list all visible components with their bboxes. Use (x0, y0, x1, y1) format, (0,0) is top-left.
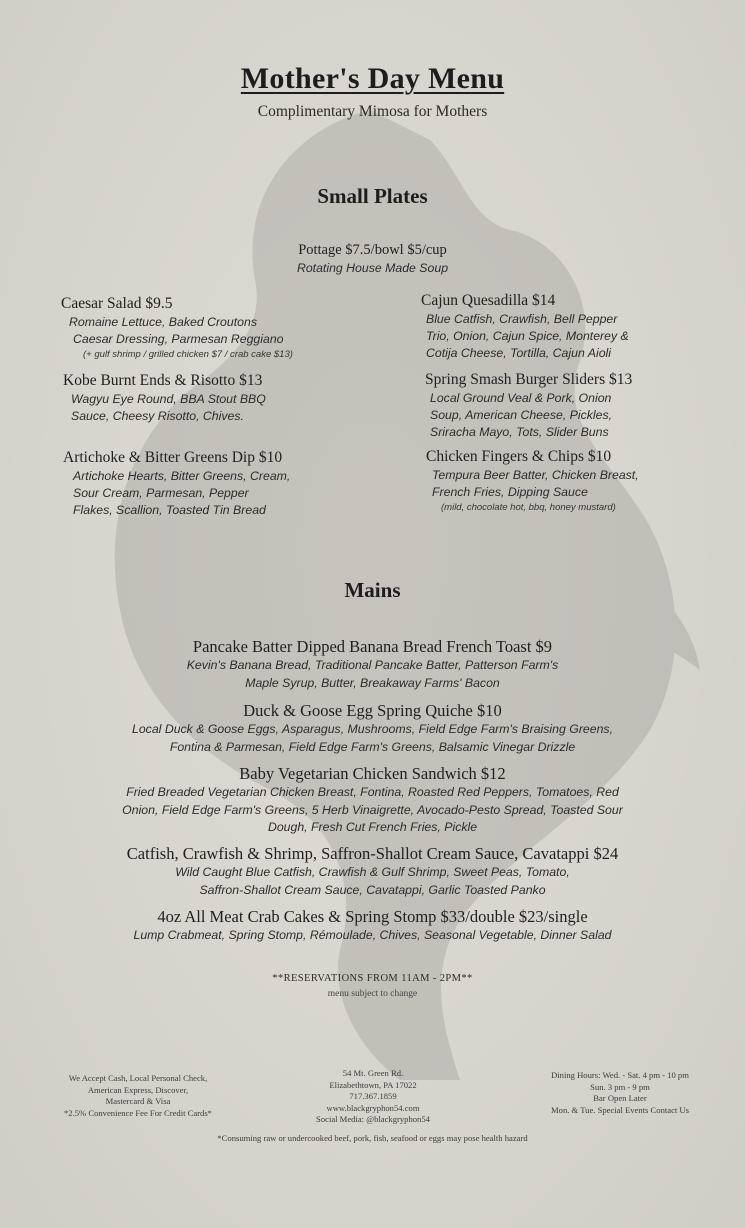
small-plate-item (421, 291, 721, 362)
footer-line: Bar Open Later (593, 1093, 647, 1103)
item-name: Cajun Quesadilla $14 (421, 292, 556, 309)
potage-item (0, 241, 745, 277)
item-note: (mild, chocolate hot, bbq, honey mustard) (441, 502, 616, 513)
small-plate-item (63, 371, 393, 425)
item-name: Pancake Batter Dipped Banana Bread French Toast $9 (192, 637, 553, 656)
hours-info (510, 1070, 730, 1116)
main-item (60, 906, 685, 945)
item-desc-line: Lump Crabmeat, Spring Stomp, Rémoulade, Chives, Seasonal Vegetable, Dinner Salad (133, 928, 612, 942)
footer-line: Mastercard & Visa (105, 1096, 171, 1106)
reservations-note: **RESERVATIONS FROM 11AM - 2PM** (272, 973, 473, 984)
menu-change-note: menu subject to change (327, 989, 418, 999)
footer-line: We Accept Cash, Local Personal Check, (68, 1073, 208, 1083)
item-desc-line: Romaine Lettuce, Baked Croutons (69, 315, 257, 329)
footer-line: Mon. & Tue. Special Events Contact Us (551, 1104, 689, 1115)
item-desc-line: Sauce, Cheesy Risotto, Chives. (71, 409, 244, 423)
item-name: Duck & Goose Egg Spring Quiche $10 (243, 701, 502, 720)
item-name: Baby Vegetarian Chicken Sandwich $12 (239, 764, 506, 783)
main-item (60, 636, 685, 692)
main-item (60, 700, 685, 756)
main-item (60, 763, 685, 837)
item-desc-line: Flakes, Scallion, Toasted Tin Bread (73, 503, 266, 517)
menu-title: Mother's Day Menu (240, 62, 505, 95)
main-item (60, 843, 685, 899)
consumption-warning: *Consuming raw or undercooked beef, pork, fish, seafood or eggs may pose health hazard (217, 1133, 528, 1143)
item-desc-line: Artichoke Hearts, Bitter Greens, Cream, (73, 469, 291, 483)
item-desc-line: Kevin's Banana Bread, Traditional Pancake Batter, Patterson Farm's (186, 658, 559, 672)
item-desc-line: Tempura Beer Batter, Chicken Breast, (432, 468, 639, 482)
item-desc-line: Local Duck & Goose Eggs, Asparagus, Mushrooms, Field Edge Farm's Braising Greens, (132, 722, 613, 736)
item-desc-line: Soup, American Cheese, Pickles, (430, 408, 613, 422)
small-plate-item (425, 370, 725, 441)
social-media-handle[interactable]: Social Media: @blackgryphon54 (316, 1114, 430, 1124)
menu-subtitle: Complimentary Mimosa for Mothers (257, 103, 488, 120)
item-desc-line: Caesar Dressing, Parmesan Reggiano (73, 332, 284, 346)
item-name: 4oz All Meat Crab Cakes & Spring Stomp $33/double $23/single (157, 907, 588, 926)
item-desc-line: Blue Catfish, Crawfish, Bell Pepper (426, 312, 618, 326)
footer-line: Elizabethtown, PA 17022 (329, 1079, 417, 1090)
small-plates-heading: Small Plates (317, 184, 428, 208)
footer-line: 717.367.1859 (349, 1091, 397, 1101)
item-desc-line: Cotija Cheese, Tortilla, Cajun Aioli (426, 346, 611, 360)
footer-line: *2.5% Convenience Fee For Credit Cards* (64, 1107, 212, 1118)
item-name: Artichoke & Bitter Greens Dip $10 (63, 449, 283, 466)
contact-info (283, 1068, 463, 1126)
item-desc: Rotating House Made Soup (296, 261, 449, 275)
payment-info (28, 1073, 248, 1119)
small-plate-item (61, 294, 391, 360)
item-desc-line: Wild Caught Blue Catfish, Crawfish & Gulf Shrimp, Sweet Peas, Tomato, (175, 865, 570, 879)
footer-line: 54 Mt. Green Rd. (342, 1068, 404, 1078)
item-desc-line: Sour Cream, Parmesan, Pepper (73, 486, 249, 500)
footer-line: American Express, Discover, (87, 1084, 189, 1095)
website-link[interactable]: www.blackgryphon54.com (326, 1102, 420, 1113)
item-name: Chicken Fingers & Chips $10 (426, 448, 612, 465)
small-plate-item (63, 448, 393, 519)
footer-line: Sun. 3 pm - 9 pm (590, 1081, 650, 1092)
item-note: (+ gulf shrimp / grilled chicken $7 / crab cake $13) (83, 349, 293, 360)
mains-heading: Mains (344, 578, 401, 602)
item-name: Caesar Salad $9.5 (61, 295, 173, 312)
item-desc-line: Onion, Field Edge Farm's Greens, 5 Herb Vinaigrette, Avocado-Pesto Spread, Toasted Sour (122, 802, 623, 817)
item-desc-line: Fried Breaded Vegetarian Chicken Breast, Fontina, Roasted Red Peppers, Tomatoes, Red (126, 785, 619, 799)
item-desc-line: Maple Syrup, Butter, Breakaway Farms' Bacon (245, 675, 500, 690)
item-desc-line: Wagyu Eye Round, BBA Stout BBQ (71, 392, 266, 406)
item-name: Kobe Burnt Ends & Risotto $13 (63, 372, 263, 389)
item-name: Spring Smash Burger Sliders $13 (425, 371, 633, 388)
item-desc-line: Fontina & Parmesan, Field Edge Farm's Greens, Balsamic Vinegar Drizzle (169, 739, 576, 754)
item-desc-line: Saffron-Shallot Cream Sauce, Cavatappi, Garlic Toasted Panko (199, 882, 546, 897)
item-desc-line: Trio, Onion, Cajun Spice, Monterey & (426, 329, 629, 343)
footer-line: Dining Hours: Wed. - Sat. 4 pm - 10 pm (551, 1070, 689, 1080)
item-name: Pottage $7.5/bowl $5/cup (298, 242, 447, 258)
item-desc-line: Sriracha Mayo, Tots, Slider Buns (430, 425, 609, 439)
small-plate-item (426, 447, 726, 513)
item-name: Catfish, Crawfish & Shrimp, Saffron-Shallot Cream Sauce, Cavatappi $24 (126, 844, 619, 863)
item-desc-line: French Fries, Dipping Sauce (432, 485, 588, 499)
item-desc-line: Dough, Fresh Cut French Fries, Pickle (267, 820, 478, 834)
item-desc-line: Local Ground Veal & Pork, Onion (430, 391, 612, 405)
